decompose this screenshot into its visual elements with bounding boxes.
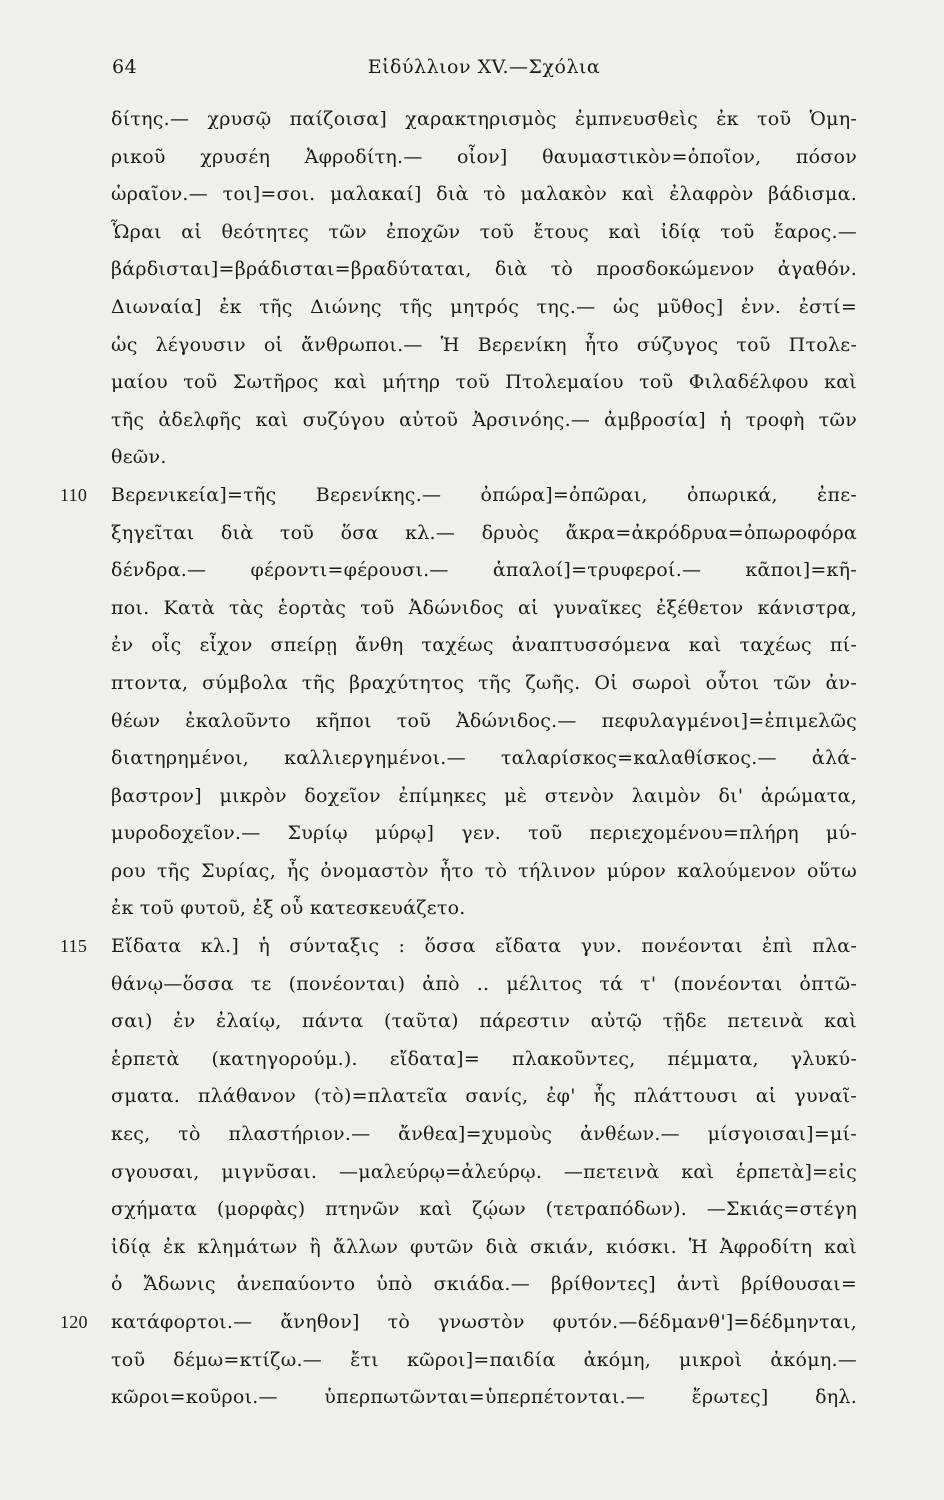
line-text: διατηρημένοι, καλλιεργημένοι.— ταλαρίσκος=καλαθίσκος.— ἀλά-	[111, 747, 857, 770]
text-line	[111, 890, 857, 928]
text-line	[60, 1304, 857, 1342]
line-number: 110	[60, 484, 88, 505]
text-line	[111, 1116, 857, 1154]
line-text: ποι. Κατὰ τὰς ἑορτὰς τοῦ Ἀδώνιδος αἱ γυναῖκες ἐξέθετον κάνιστρα,	[111, 596, 857, 619]
line-text: ἐν οἷς εἶχον σπείρῃ ἄνθη ταχέως ἀναπτυσσόμενα καὶ ταχέως πί-	[111, 634, 857, 657]
text-line	[111, 1379, 857, 1417]
line-text: ξηγεῖται διὰ τοῦ ὅσα κλ.— δρυὸς ἄκρα=ἀκρόδρυα=ὀπωροφόρα	[111, 521, 857, 544]
line-text: δίτης.— χρυσῷ παίζοισα] χαρακτηρισμὸς ἐμπνευσθεὶς ἐκ τοῦ Ὁμη-	[111, 108, 857, 130]
running-title: Εἰδύλλιον XV.—Σχόλια	[367, 56, 601, 78]
text-line	[111, 966, 857, 1004]
line-text: Διωναία] ἐκ τῆς Διώνης τῆς μητρός της.— ὡς μῦθος] ἐνν. ἐστί=	[111, 295, 857, 318]
text-line	[111, 515, 857, 553]
text-line	[111, 1342, 857, 1380]
line-text: ρικοῦ χρυσέη Ἀφροδίτη.— οἶον] θαυμαστικὸν=ὁποῖον, πόσον	[111, 145, 857, 168]
text-line	[111, 402, 857, 440]
text-line	[111, 665, 857, 703]
line-text: δένδρα.— φέροντι=φέρουσι.— ἁπαλοί]=τρυφεροί.— κᾶποι]=κῆ-	[111, 559, 857, 582]
line-text: θέων ἐκαλοῦντο κῆποι τοῦ Ἀδώνιδος.— πεφυλαγμένοι]=ἐπιμελῶς	[111, 709, 857, 732]
line-text: ἐκ τοῦ φυτοῦ, ἐξ οὗ κατεσκευάζετο.	[111, 897, 466, 920]
text-line	[111, 552, 857, 590]
text-line	[60, 477, 857, 515]
line-text: ὡς λέγουσιν οἱ ἄνθρωποι.— Ἡ Βερενίκη ἦτο σύζυγος τοῦ Πτολε-	[111, 333, 857, 356]
line-text: ὡραῖον.— τοι]=σοι. μαλακαί] διὰ τὸ μαλακὸν καὶ ἐλαφρὸν βάδισμα.	[111, 183, 857, 206]
line-text: τοῦ δέμω=κτίζω.— ἔτι κῶροι]=παιδία ἀκόμη, μικροὶ ἀκόμη.—	[111, 1348, 857, 1371]
commentary-text	[60, 101, 857, 1417]
line-text: μυροδοχεῖον.— Συρίῳ μύρῳ] γεν. τοῦ περιεχομένου=πλήρη μύ-	[111, 822, 857, 845]
text-line	[111, 1266, 857, 1304]
text-line	[111, 778, 857, 816]
line-text: ἑρπετὰ (κατηγορούμ.). εἴδατα]= πλακοῦντες, πέμματα, γλυκύ-	[111, 1047, 857, 1070]
text-line	[111, 590, 857, 628]
text-line	[111, 176, 857, 214]
text-line	[111, 251, 857, 289]
page-number: 64	[112, 56, 138, 78]
text-line	[111, 1078, 857, 1116]
text-line	[111, 1154, 857, 1192]
text-line	[111, 740, 857, 778]
line-text: ρου τῆς Συρίας, ἧς ὀνομαστὸν ἦτο τὸ τήλινον μύρον καλούμενον οὕτω	[111, 859, 857, 882]
text-line	[111, 214, 857, 252]
line-text: κες, τὸ πλαστήριον.— ἄνθεα]=χυμοὺς ἀνθέων.— μίσγοισαι]=μί-	[111, 1123, 857, 1146]
line-number: 120	[60, 1312, 88, 1332]
line-text: πτοντα, σύμβολα τῆς βραχύτητος τῆς ζωῆς. Οἱ σωροὶ οὗτοι τῶν ἀν-	[111, 671, 857, 694]
text-line	[111, 101, 857, 139]
text-line	[111, 139, 857, 177]
line-text: κατάφορτοι.— ἄνηθον] τὸ γνωστὸν φυτόν.—δέδμανθ']=δέδμηνται,	[111, 1311, 857, 1333]
line-text: σματα. πλάθανον (τὸ)=πλατεῖα σανίς, ἐφ' ἧς πλάττουσι αἱ γυναῖ-	[111, 1085, 857, 1108]
text-line	[111, 364, 857, 402]
line-text: σγουσαι, μιγνῦσαι. —μαλεύρῳ=ἀλεύρῳ. —πετεινὰ καὶ ἑρπετὰ]=εἰς	[111, 1160, 857, 1183]
line-number: 115	[60, 936, 88, 957]
line-text: τῆς ἀδελφῆς καὶ συζύγου αὐτοῦ Ἀρσινόης.— ἀμβροσία] ἡ τροφὴ τῶν	[111, 408, 857, 431]
line-text: κῶροι=κοῦροι.— ὑπερπωτῶνται=ὑπερπέτονται.— ἔρωτες] δηλ.	[111, 1386, 857, 1409]
text-line	[111, 439, 857, 477]
text-line	[111, 289, 857, 327]
line-text: Εἴδατα κλ.] ἡ σύνταξις : ὅσσα εἴδατα γυν. πονέονται ἐπὶ πλα-	[111, 935, 857, 958]
text-line	[111, 627, 857, 665]
text-line	[60, 928, 857, 966]
line-text: βαστρον] μικρὸν δοχεῖον ἐπίμηκες μὲ στενὸν λαιμὸν δι' ἀρώματα,	[111, 784, 857, 807]
page-header	[112, 56, 856, 88]
line-text: ἰδίᾳ ἐκ κλημάτων ἢ ἄλλων φυτῶν διὰ σκιάν, κιόσκι. Ἡ Ἀφροδίτη καὶ	[111, 1235, 857, 1258]
text-line	[111, 853, 857, 891]
line-text: θεῶν.	[111, 446, 167, 469]
text-line	[111, 815, 857, 853]
line-text: σαι) ἐν ἐλαίῳ, πάντα (ταῦτα) πάρεστιν αὐτῷ τῇδε πετεινὰ καὶ	[111, 1010, 857, 1033]
line-text: θάνῳ—ὅσσα τε (πονέονται) ἀπὸ .. μέλιτος τά τ' (πονέονται ὀπτῶ-	[111, 972, 857, 995]
text-line	[111, 1003, 857, 1041]
text-line	[111, 1229, 857, 1267]
line-text: βάρδισται]=βράδισται=βραδύταται, διὰ τὸ προσδοκώμενον ἀγαθόν.	[111, 258, 857, 281]
line-text: Βερενικεία]=τῆς Βερενίκης.— ὀπώρα]=ὀπῶραι, ὀπωρικά, ἐπε-	[111, 483, 857, 506]
line-text: ὁ Ἄδωνις ἀνεπαύοντο ὑπὸ σκιάδα.— βρίθοντες] ἀντὶ βρίθουσαι=	[111, 1273, 857, 1296]
text-line	[111, 1191, 857, 1229]
line-text: Ὧραι αἱ θεότητες τῶν ἐποχῶν τοῦ ἔτους καὶ ἰδίᾳ τοῦ ἔαρος.—	[111, 220, 857, 243]
line-text: μαίου τοῦ Σωτῆρος καὶ μήτηρ τοῦ Πτολεμαίου τοῦ Φιλαδέλφου καὶ	[111, 371, 857, 394]
text-line	[111, 327, 857, 365]
line-text: σχήματα (μορφὰς) πτηνῶν καὶ ζῴων (τετραπόδων). —Σκιάς=στέγη	[111, 1198, 857, 1221]
text-line	[111, 703, 857, 741]
text-line	[111, 1041, 857, 1079]
